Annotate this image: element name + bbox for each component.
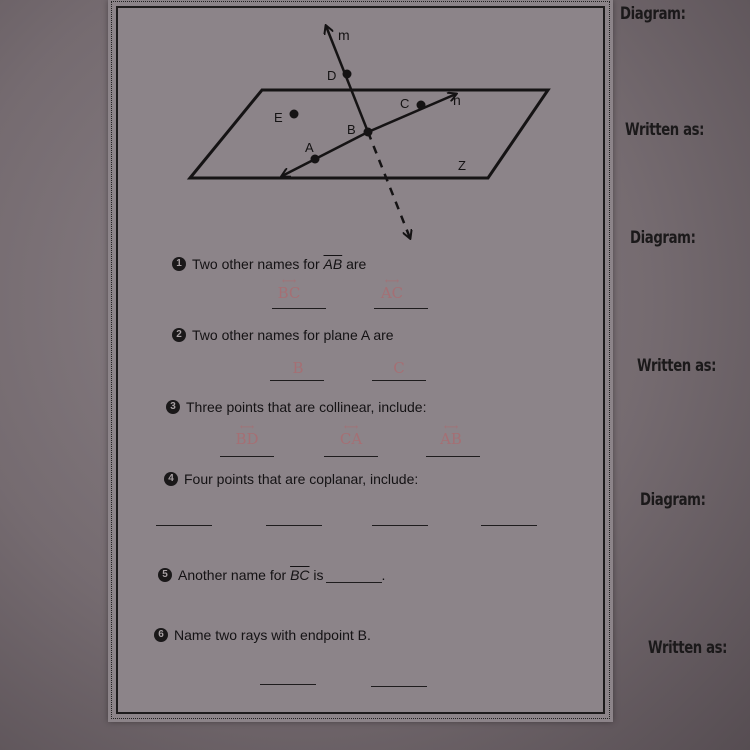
question-number-badge: 4 xyxy=(164,472,178,486)
question-2 xyxy=(172,327,394,343)
label-n: n xyxy=(453,92,461,108)
side-label-diagram-3: Diagram: xyxy=(640,490,706,510)
question-text-suffix: are xyxy=(342,256,367,272)
question-number-badge: 5 xyxy=(158,568,172,582)
question-text: Three points that are collinear, include: xyxy=(186,399,427,415)
question-number-badge: 3 xyxy=(166,400,180,414)
answer-blank-4a[interactable] xyxy=(156,511,212,526)
point-e xyxy=(290,110,299,119)
handwritten-answer-2b: C xyxy=(393,359,405,377)
handwritten-answer-2a: B xyxy=(292,359,304,377)
question-number-badge: 1 xyxy=(172,257,186,271)
handwritten-answer-3c: ⟷ AB xyxy=(440,422,462,448)
side-label-written-3: Written as: xyxy=(648,638,728,658)
handwritten-answer-3a: ⟷ BD xyxy=(235,422,259,448)
line-m-dashed xyxy=(368,132,410,238)
handwritten-answer-1b: ⟷ AC xyxy=(380,276,404,302)
question-text: Four points that are coplanar, include: xyxy=(184,471,419,487)
label-b: B xyxy=(347,122,356,137)
handwritten-answer-1a: ⟷ BC xyxy=(277,276,301,302)
answer-blank-4b[interactable] xyxy=(266,511,322,526)
segment-label: $\overline{BC}$ xyxy=(290,567,310,583)
side-label-diagram-1: Diagram: xyxy=(620,4,686,24)
question-number-badge: 6 xyxy=(154,628,168,642)
question-text: Name two rays with endpoint B. xyxy=(174,627,371,643)
question-text: Two other names for xyxy=(192,256,324,272)
answer-blank-6b[interactable] xyxy=(371,672,427,687)
label-e: E xyxy=(274,110,283,125)
point-b xyxy=(364,128,373,137)
question-text-suffix: is xyxy=(309,567,324,583)
point-c xyxy=(417,101,426,110)
answer-blank-4d[interactable] xyxy=(481,511,537,526)
question-4 xyxy=(164,471,418,487)
question-5 xyxy=(158,567,385,583)
answer-blank-6a[interactable] xyxy=(260,670,316,685)
handwritten-answer-3b: ⟷ CA xyxy=(339,422,363,448)
point-a xyxy=(311,155,320,164)
answer-blank-4c[interactable] xyxy=(372,511,428,526)
question-text: Two other names for plane A are xyxy=(192,327,394,343)
question-3 xyxy=(166,399,426,415)
side-label-written-1: Written as: xyxy=(625,120,705,140)
segment-label: $\overline{AB}$ xyxy=(323,256,343,272)
question-6 xyxy=(154,627,371,643)
question-1 xyxy=(172,256,366,272)
label-m: m xyxy=(338,27,350,43)
point-d xyxy=(343,70,352,79)
line-n-left xyxy=(282,132,368,176)
period: . xyxy=(381,567,386,583)
question-text: Another name for xyxy=(178,567,291,583)
label-d: D xyxy=(327,68,337,83)
line-n-right xyxy=(368,94,456,132)
label-z: Z xyxy=(458,158,466,173)
answer-blank-5[interactable] xyxy=(326,568,382,583)
label-a: A xyxy=(305,140,314,155)
side-label-diagram-2: Diagram: xyxy=(630,228,696,248)
question-number-badge: 2 xyxy=(172,328,186,342)
side-label-written-2: Written as: xyxy=(637,356,717,376)
label-c: C xyxy=(400,96,410,111)
